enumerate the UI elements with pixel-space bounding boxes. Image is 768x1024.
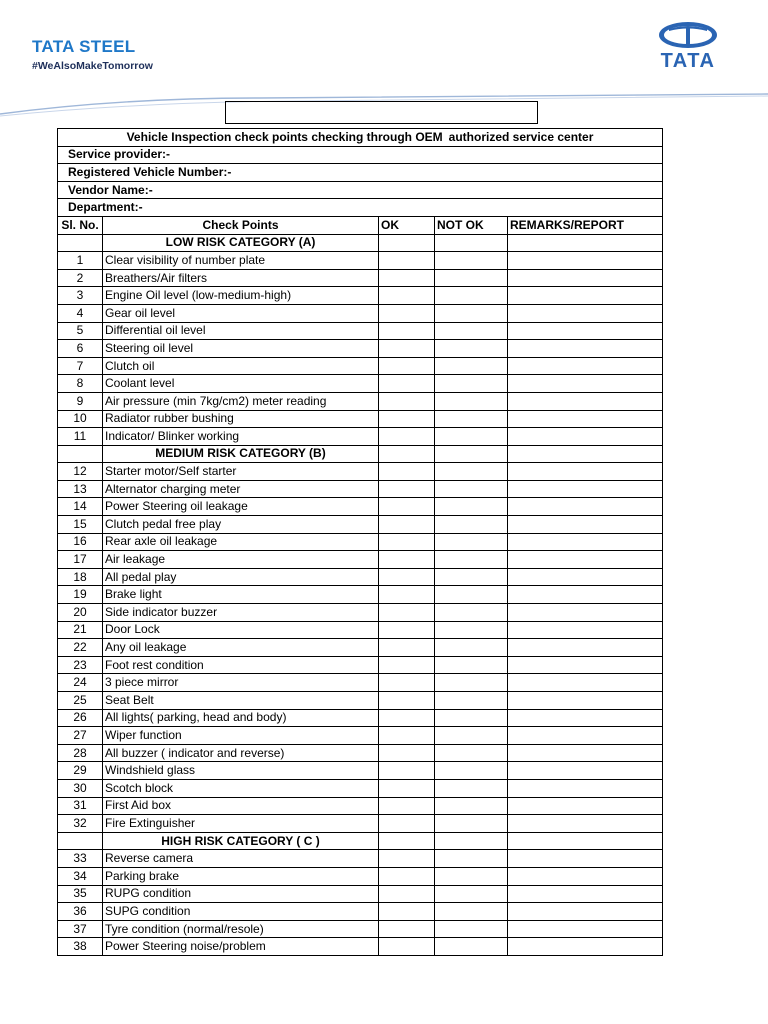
ok-checkbox-cell[interactable] [379,304,435,322]
table-row [58,815,663,833]
form-title [58,129,663,147]
remarks-input-cell[interactable] [508,287,663,305]
category-ok-cell [379,234,435,252]
service-provider-row [58,146,663,164]
sl-no-cell: 30 [58,779,103,797]
sl-no-cell: 37 [58,920,103,938]
ok-checkbox-cell[interactable] [379,639,435,657]
check-point-cell: Scotch block [103,779,379,797]
sl-no-cell: 9 [58,392,103,410]
ok-checkbox-cell[interactable] [379,410,435,428]
check-point-cell: Air leakage [103,551,379,569]
table-row [58,727,663,745]
table-row [58,709,663,727]
table-row [58,604,663,622]
check-point-cell: Wiper function [103,727,379,745]
remarks-input-cell[interactable] [508,340,663,358]
table-row [58,692,663,710]
ok-checkbox-cell[interactable] [379,533,435,551]
remarks-input-cell[interactable] [508,568,663,586]
table-row [58,797,663,815]
not-ok-checkbox-cell[interactable] [435,480,508,498]
not-ok-checkbox-cell[interactable] [435,498,508,516]
check-point-cell: Rear axle oil leakage [103,533,379,551]
not-ok-checkbox-cell[interactable] [435,568,508,586]
remarks-input-cell[interactable] [508,709,663,727]
remarks-input-cell[interactable] [508,357,663,375]
table-row [58,533,663,551]
check-point-cell: Clear visibility of number plate [103,252,379,270]
table-row [58,867,663,885]
remarks-input-cell[interactable] [508,551,663,569]
ok-checkbox-cell[interactable] [379,586,435,604]
ok-checkbox-cell[interactable] [379,850,435,868]
category-title: MEDIUM RISK CATEGORY (B) [103,445,379,463]
check-point-cell: Power Steering oil leakage [103,498,379,516]
table-row [58,340,663,358]
table-row [58,551,663,569]
sl-no-cell: 6 [58,340,103,358]
check-point-cell: Fire Extinguisher [103,815,379,833]
check-point-cell: Parking brake [103,867,379,885]
remarks-input-cell[interactable] [508,656,663,674]
check-point-cell: Any oil leakage [103,639,379,657]
col-not-ok: NOT OK [435,216,508,234]
check-point-cell: Radiator rubber bushing [103,410,379,428]
remarks-input-cell[interactable] [508,463,663,481]
ok-checkbox-cell[interactable] [379,604,435,622]
department-field[interactable]: Department:- [58,199,663,217]
tata-t-emblem-icon [657,20,719,50]
ok-checkbox-cell[interactable] [379,392,435,410]
remarks-input-cell[interactable] [508,516,663,534]
remarks-input-cell[interactable] [508,867,663,885]
service-provider-field[interactable]: Service provider:- [58,146,663,164]
table-row [58,516,663,534]
remarks-input-cell[interactable] [508,815,663,833]
check-point-cell: Seat Belt [103,692,379,710]
sl-no-cell: 36 [58,903,103,921]
table-row [58,357,663,375]
table-row [58,850,663,868]
ok-checkbox-cell[interactable] [379,357,435,375]
table-row [58,568,663,586]
column-header-row [58,216,663,234]
not-ok-checkbox-cell[interactable] [435,639,508,657]
ok-checkbox-cell[interactable] [379,621,435,639]
category-title: HIGH RISK CATEGORY ( C ) [103,832,379,850]
table-row [58,656,663,674]
remarks-input-cell[interactable] [508,762,663,780]
remarks-input-cell[interactable] [508,304,663,322]
form-title-row [58,129,663,147]
sl-no-cell: 35 [58,885,103,903]
ok-checkbox-cell[interactable] [379,920,435,938]
sl-no-cell: 7 [58,357,103,375]
not-ok-checkbox-cell[interactable] [435,428,508,446]
ok-checkbox-cell[interactable] [379,551,435,569]
col-sl-no: Sl. No. [58,216,103,234]
sl-no-cell: 28 [58,744,103,762]
not-ok-checkbox-cell[interactable] [435,551,508,569]
remarks-input-cell[interactable] [508,744,663,762]
check-point-cell: Door Lock [103,621,379,639]
ok-checkbox-cell[interactable] [379,779,435,797]
table-row [58,586,663,604]
ok-checkbox-cell[interactable] [379,727,435,745]
check-point-cell: Alternator charging meter [103,480,379,498]
remarks-input-cell[interactable] [508,639,663,657]
remarks-input-cell[interactable] [508,392,663,410]
not-ok-checkbox-cell[interactable] [435,340,508,358]
sl-no-cell: 3 [58,287,103,305]
ok-checkbox-cell[interactable] [379,498,435,516]
check-point-cell: 3 piece mirror [103,674,379,692]
category-not-ok-cell [435,234,508,252]
remarks-input-cell[interactable] [508,674,663,692]
not-ok-checkbox-cell[interactable] [435,867,508,885]
table-row [58,269,663,287]
not-ok-checkbox-cell[interactable] [435,392,508,410]
sl-no-cell: 21 [58,621,103,639]
category-not-ok-cell [435,832,508,850]
table-row [58,498,663,516]
ok-checkbox-cell[interactable] [379,744,435,762]
remarks-input-cell[interactable] [508,920,663,938]
not-ok-checkbox-cell[interactable] [435,674,508,692]
sl-no-cell: 1 [58,252,103,270]
sl-no-cell: 2 [58,269,103,287]
category-sl-cell [58,234,103,252]
sl-no-cell: 25 [58,692,103,710]
category-remarks-cell [508,234,663,252]
remarks-input-cell[interactable] [508,779,663,797]
check-point-cell: First Aid box [103,797,379,815]
category-row [58,445,663,463]
not-ok-checkbox-cell[interactable] [435,744,508,762]
col-ok: OK [379,216,435,234]
tata-logo [640,20,736,71]
ok-checkbox-cell[interactable] [379,252,435,270]
table-row [58,287,663,305]
ok-checkbox-cell[interactable] [379,674,435,692]
sl-no-cell: 38 [58,938,103,956]
check-point-cell: Breathers/Air filters [103,269,379,287]
not-ok-checkbox-cell[interactable] [435,762,508,780]
table-row [58,920,663,938]
remarks-input-cell[interactable] [508,586,663,604]
not-ok-checkbox-cell[interactable] [435,779,508,797]
remarks-input-cell[interactable] [508,269,663,287]
sl-no-cell: 15 [58,516,103,534]
not-ok-checkbox-cell[interactable] [435,850,508,868]
form-title-box[interactable] [225,101,538,124]
check-point-cell: RUPG condition [103,885,379,903]
sl-no-cell: 33 [58,850,103,868]
table-row [58,480,663,498]
ok-checkbox-cell[interactable] [379,516,435,534]
category-title: LOW RISK CATEGORY (A) [103,234,379,252]
table-row [58,639,663,657]
not-ok-checkbox-cell[interactable] [435,516,508,534]
not-ok-checkbox-cell[interactable] [435,903,508,921]
check-point-cell: Gear oil level [103,304,379,322]
not-ok-checkbox-cell[interactable] [435,375,508,393]
not-ok-checkbox-cell[interactable] [435,709,508,727]
category-not-ok-cell [435,445,508,463]
check-point-cell: Indicator/ Blinker working [103,428,379,446]
remarks-input-cell[interactable] [508,850,663,868]
remarks-input-cell[interactable] [508,938,663,956]
ok-checkbox-cell[interactable] [379,322,435,340]
check-point-cell: Engine Oil level (low-medium-high) [103,287,379,305]
category-ok-cell [379,445,435,463]
not-ok-checkbox-cell[interactable] [435,533,508,551]
not-ok-checkbox-cell[interactable] [435,304,508,322]
check-point-cell: Clutch pedal free play [103,516,379,534]
sl-no-cell: 11 [58,428,103,446]
ok-checkbox-cell[interactable] [379,867,435,885]
remarks-input-cell[interactable] [508,797,663,815]
check-point-cell: Starter motor/Self starter [103,463,379,481]
vendor-name-row [58,181,663,199]
not-ok-checkbox-cell[interactable] [435,463,508,481]
sl-no-cell: 23 [58,656,103,674]
remarks-input-cell[interactable] [508,885,663,903]
sl-no-cell: 17 [58,551,103,569]
sl-no-cell: 5 [58,322,103,340]
check-point-cell: Steering oil level [103,340,379,358]
check-point-cell: Clutch oil [103,357,379,375]
vehicle-number-row [58,164,663,182]
check-point-cell: All lights( parking, head and body) [103,709,379,727]
check-point-cell: Power Steering noise/problem [103,938,379,956]
not-ok-checkbox-cell[interactable] [435,692,508,710]
category-ok-cell [379,832,435,850]
remarks-input-cell[interactable] [508,375,663,393]
check-point-cell: Air pressure (min 7kg/cm2) meter reading [103,392,379,410]
ok-checkbox-cell[interactable] [379,938,435,956]
check-point-cell: Windshield glass [103,762,379,780]
sl-no-cell: 34 [58,867,103,885]
ok-checkbox-cell[interactable] [379,340,435,358]
not-ok-checkbox-cell[interactable] [435,287,508,305]
ok-checkbox-cell[interactable] [379,428,435,446]
sl-no-cell: 18 [58,568,103,586]
not-ok-checkbox-cell[interactable] [435,938,508,956]
registered-vehicle-number-field[interactable]: Registered Vehicle Number:- [58,164,663,182]
remarks-input-cell[interactable] [508,252,663,270]
vendor-name-field[interactable]: Vendor Name:- [58,181,663,199]
sl-no-cell: 10 [58,410,103,428]
sl-no-cell: 14 [58,498,103,516]
remarks-input-cell[interactable] [508,428,663,446]
table-row [58,463,663,481]
inspection-checklist-table [57,128,663,956]
sl-no-cell: 31 [58,797,103,815]
sl-no-cell: 27 [58,727,103,745]
table-row [58,410,663,428]
sl-no-cell: 22 [58,639,103,657]
remarks-input-cell[interactable] [508,621,663,639]
sl-no-cell: 13 [58,480,103,498]
check-point-cell: Side indicator buzzer [103,604,379,622]
not-ok-checkbox-cell[interactable] [435,410,508,428]
table-row [58,392,663,410]
ok-checkbox-cell[interactable] [379,568,435,586]
ok-checkbox-cell[interactable] [379,692,435,710]
ok-checkbox-cell[interactable] [379,885,435,903]
category-row [58,832,663,850]
not-ok-checkbox-cell[interactable] [435,797,508,815]
ok-checkbox-cell[interactable] [379,269,435,287]
sl-no-cell: 4 [58,304,103,322]
sl-no-cell: 29 [58,762,103,780]
not-ok-checkbox-cell[interactable] [435,621,508,639]
col-check-points: Check Points [103,216,379,234]
not-ok-checkbox-cell[interactable] [435,727,508,745]
table-row [58,428,663,446]
check-point-cell: Coolant level [103,375,379,393]
ok-checkbox-cell[interactable] [379,480,435,498]
sl-no-cell: 12 [58,463,103,481]
remarks-input-cell[interactable] [508,727,663,745]
table-row [58,903,663,921]
remarks-input-cell[interactable] [508,480,663,498]
sl-no-cell: 16 [58,533,103,551]
sl-no-cell: 26 [58,709,103,727]
sl-no-cell: 8 [58,375,103,393]
table-row [58,885,663,903]
ok-checkbox-cell[interactable] [379,463,435,481]
table-row [58,304,663,322]
table-row [58,375,663,393]
brand-name: TATA STEEL [32,37,136,56]
ok-checkbox-cell[interactable] [379,287,435,305]
check-point-cell: Tyre condition (normal/resole) [103,920,379,938]
table-row [58,674,663,692]
tata-wordmark: TATA [660,50,716,72]
table-row [58,322,663,340]
sl-no-cell: 32 [58,815,103,833]
not-ok-checkbox-cell[interactable] [435,656,508,674]
table-row [58,938,663,956]
category-remarks-cell [508,445,663,463]
col-remarks: REMARKS/REPORT [508,216,663,234]
category-remarks-cell [508,832,663,850]
department-row [58,199,663,217]
remarks-input-cell[interactable] [508,533,663,551]
table-row [58,252,663,270]
not-ok-checkbox-cell[interactable] [435,604,508,622]
remarks-input-cell[interactable] [508,498,663,516]
ok-checkbox-cell[interactable] [379,815,435,833]
check-point-cell: Reverse camera [103,850,379,868]
not-ok-checkbox-cell[interactable] [435,322,508,340]
remarks-input-cell[interactable] [508,903,663,921]
ok-checkbox-cell[interactable] [379,762,435,780]
table-row [58,744,663,762]
form-title-main: Vehicle Inspection check points checking through OEM [126,129,443,144]
ok-checkbox-cell[interactable] [379,656,435,674]
tata-steel-brand [32,38,153,73]
ok-checkbox-cell[interactable] [379,375,435,393]
check-point-cell: Foot rest condition [103,656,379,674]
category-sl-cell [58,445,103,463]
brand-tagline: #WeAlsoMakeTomorrow [32,60,153,72]
check-point-cell: All pedal play [103,568,379,586]
sl-no-cell: 24 [58,674,103,692]
remarks-input-cell[interactable] [508,410,663,428]
remarks-input-cell[interactable] [508,322,663,340]
not-ok-checkbox-cell[interactable] [435,586,508,604]
not-ok-checkbox-cell[interactable] [435,252,508,270]
form-title-tail: authorized service center [448,129,594,144]
table-row [58,621,663,639]
not-ok-checkbox-cell[interactable] [435,815,508,833]
check-point-cell: Differential oil level [103,322,379,340]
ok-checkbox-cell[interactable] [379,709,435,727]
category-sl-cell [58,832,103,850]
remarks-input-cell[interactable] [508,604,663,622]
check-point-cell: All buzzer ( indicator and reverse) [103,744,379,762]
category-row [58,234,663,252]
table-row [58,762,663,780]
check-point-cell: Brake light [103,586,379,604]
table-row [58,779,663,797]
not-ok-checkbox-cell[interactable] [435,885,508,903]
ok-checkbox-cell[interactable] [379,903,435,921]
not-ok-checkbox-cell[interactable] [435,269,508,287]
not-ok-checkbox-cell[interactable] [435,357,508,375]
sl-no-cell: 19 [58,586,103,604]
sl-no-cell: 20 [58,604,103,622]
ok-checkbox-cell[interactable] [379,797,435,815]
not-ok-checkbox-cell[interactable] [435,920,508,938]
remarks-input-cell[interactable] [508,692,663,710]
check-point-cell: SUPG condition [103,903,379,921]
